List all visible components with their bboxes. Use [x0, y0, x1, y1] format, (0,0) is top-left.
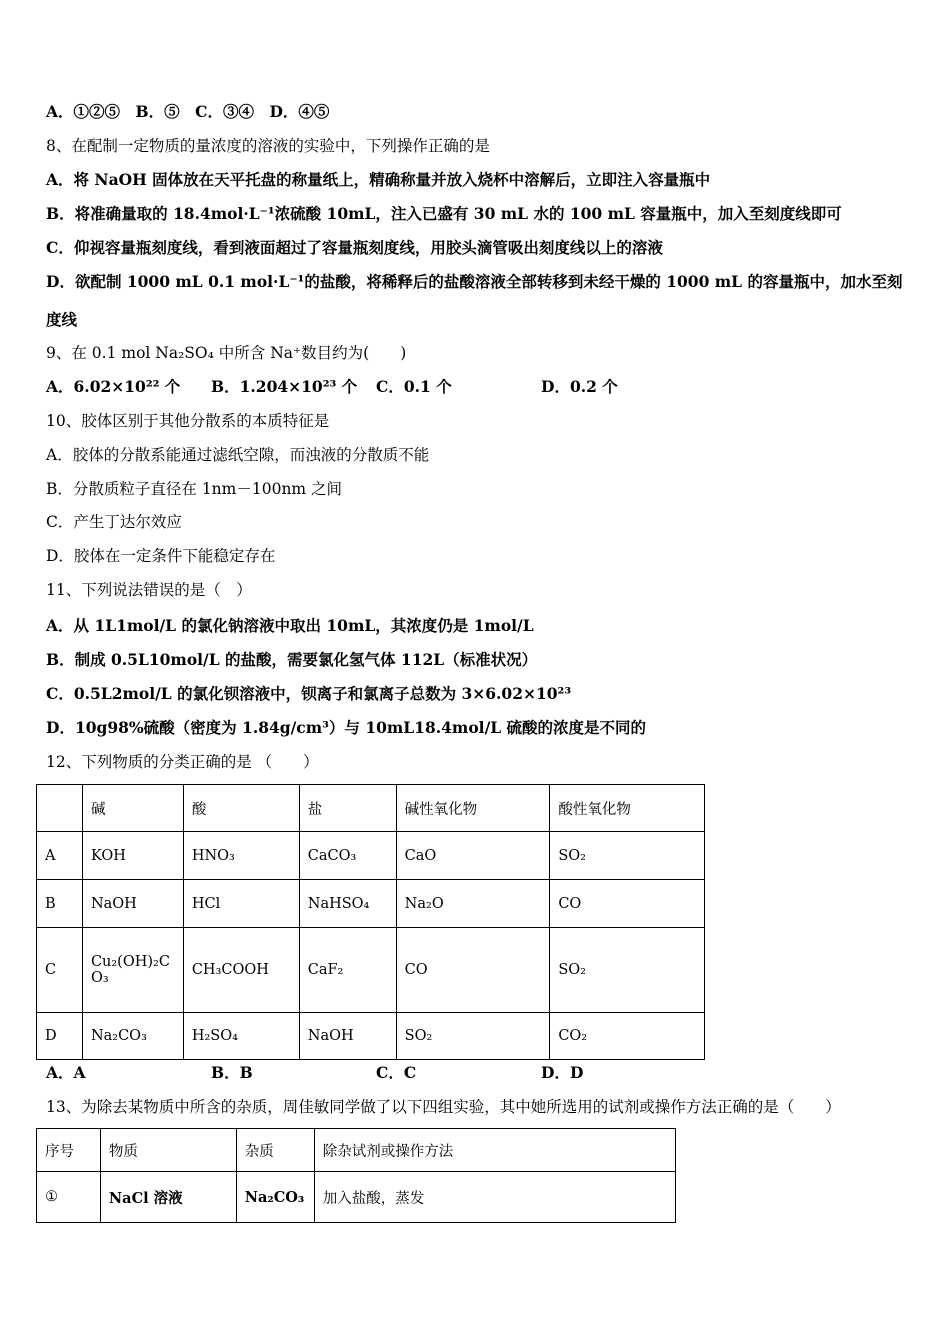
q12-option-a: A．A	[46, 1063, 86, 1082]
table-row	[37, 880, 705, 928]
table-cell: A	[37, 832, 83, 880]
table-cell: B	[37, 880, 83, 928]
header-cell: 序号	[37, 1129, 101, 1172]
table-cell: H₂SO₄	[183, 1013, 299, 1060]
header-cell	[37, 785, 83, 832]
q8-option-d-cont: 度线	[46, 310, 78, 329]
table-cell: NaOH	[299, 1013, 396, 1060]
table-cell: CO	[550, 880, 705, 928]
q12-stem: 12、下列物质的分类正确的是 （ ）	[46, 753, 319, 771]
table-header-row	[37, 785, 705, 832]
q13-impurity-table	[36, 1128, 676, 1223]
q10-option-b: B．分散质粒子直径在 1nm－100nm 之间	[46, 480, 343, 498]
q12-option-b: B．B	[211, 1063, 253, 1082]
q7-options: A．①②⑤ B．⑤ C．③④ D．④⑤	[46, 102, 330, 121]
table-cell: Na₂CO₃	[236, 1172, 314, 1223]
q8-option-c: C．仰视容量瓶刻度线，看到液面超过了容量瓶刻度线，用胶头滴管吸出刻度线以上的溶液	[46, 238, 663, 257]
table-cell: Na₂CO₃	[82, 1013, 183, 1060]
table-cell: Cu₂(OH)₂CO₃	[82, 928, 183, 1013]
table-cell: CaF₂	[299, 928, 396, 1013]
q12-option-c: C．C	[376, 1063, 417, 1082]
q11-option-b: B．制成 0.5L10mol/L 的盐酸，需要氯化氢气体 112L（标准状况）	[46, 650, 538, 669]
q9-option-b: B．1.204×10²³ 个	[211, 377, 358, 396]
header-cell: 盐	[299, 785, 396, 832]
q9-option-c: C．0.1 个	[376, 377, 452, 396]
table-cell: C	[37, 928, 83, 1013]
header-cell: 酸性氧化物	[550, 785, 705, 832]
q13-stem: 13、为除去某物质中所含的杂质，周佳敏同学做了以下四组实验，其中她所选用的试剂或操作方法正确的是（ ）	[46, 1098, 841, 1116]
table-row	[37, 832, 705, 880]
q8-option-a: A．将 NaOH 固体放在天平托盘的称量纸上，精确称量并放入烧杯中溶解后，立即注入容量瓶中	[46, 170, 711, 189]
table-cell: CaCO₃	[299, 832, 396, 880]
q8-option-b: B．将准确量取的 18.4mol·L⁻¹浓硫酸 10mL，注入已盛有 30 mL 水的 100 mL 容量瓶中，加入至刻度线即可	[46, 204, 842, 223]
header-cell: 杂质	[236, 1129, 314, 1172]
q8-option-d: D．欲配制 1000 mL 0.1 mol·L⁻¹的盐酸，将稀释后的盐酸溶液全部转移到未经干燥的 1000 mL 的容量瓶中，加水至刻	[46, 272, 903, 291]
table-cell: NaHSO₄	[299, 880, 396, 928]
table-cell: D	[37, 1013, 83, 1060]
header-cell: 碱性氧化物	[396, 785, 550, 832]
table-cell: CO	[396, 928, 550, 1013]
table-row	[37, 1172, 676, 1223]
q11-option-a: A．从 1L1mol/L 的氯化钠溶液中取出 10mL，其浓度仍是 1mol/L	[46, 616, 534, 635]
header-cell: 酸	[183, 785, 299, 832]
q9-option-d: D．0.2 个	[541, 377, 618, 396]
table-cell: NaOH	[82, 880, 183, 928]
table-cell: HNO₃	[183, 832, 299, 880]
q10-option-c: C．产生丁达尔效应	[46, 513, 182, 531]
table-cell: CO₂	[550, 1013, 705, 1060]
q9-stem: 9、在 0.1 mol Na₂SO₄ 中所含 Na⁺数目约为( )	[46, 344, 407, 362]
table-cell: ①	[37, 1172, 101, 1223]
q11-option-c: C．0.5L2mol/L 的氯化钡溶液中，钡离子和氯离子总数为 3×6.02×10²³	[46, 684, 572, 703]
table-cell: CH₃COOH	[183, 928, 299, 1013]
table-cell: NaCl 溶液	[100, 1172, 236, 1223]
table-cell: HCl	[183, 880, 299, 928]
q9-option-a: A．6.02×10²² 个	[46, 377, 181, 396]
table-header-row	[37, 1129, 676, 1172]
table-row	[37, 928, 705, 1013]
q10-option-a: A．胶体的分散系能通过滤纸空隙，而浊液的分散质不能	[46, 446, 430, 464]
table-cell: SO₂	[550, 832, 705, 880]
q10-stem: 10、胶体区别于其他分散系的本质特征是	[46, 412, 330, 430]
q10-option-d: D．胶体在一定条件下能稳定存在	[46, 547, 276, 565]
q12-classification-table	[36, 784, 705, 1060]
header-cell: 碱	[82, 785, 183, 832]
table-cell: Na₂O	[396, 880, 550, 928]
q12-option-d: D．D	[541, 1063, 584, 1082]
q8-stem: 8、在配制一定物质的量浓度的溶液的实验中，下列操作正确的是	[46, 137, 490, 155]
table-cell: SO₂	[396, 1013, 550, 1060]
table-cell: CaO	[396, 832, 550, 880]
table-cell: 加入盐酸，蒸发	[314, 1172, 675, 1223]
header-cell: 物质	[100, 1129, 236, 1172]
table-cell: SO₂	[550, 928, 705, 1013]
q11-option-d: D．10g98%硫酸（密度为 1.84g/cm³）与 10mL18.4mol/L 硫酸的浓度是不同的	[46, 718, 647, 737]
q11-stem: 11、下列说法错误的是（ ）	[46, 581, 252, 599]
header-cell: 除杂试剂或操作方法	[314, 1129, 675, 1172]
table-row	[37, 1013, 705, 1060]
table-cell: KOH	[82, 832, 183, 880]
